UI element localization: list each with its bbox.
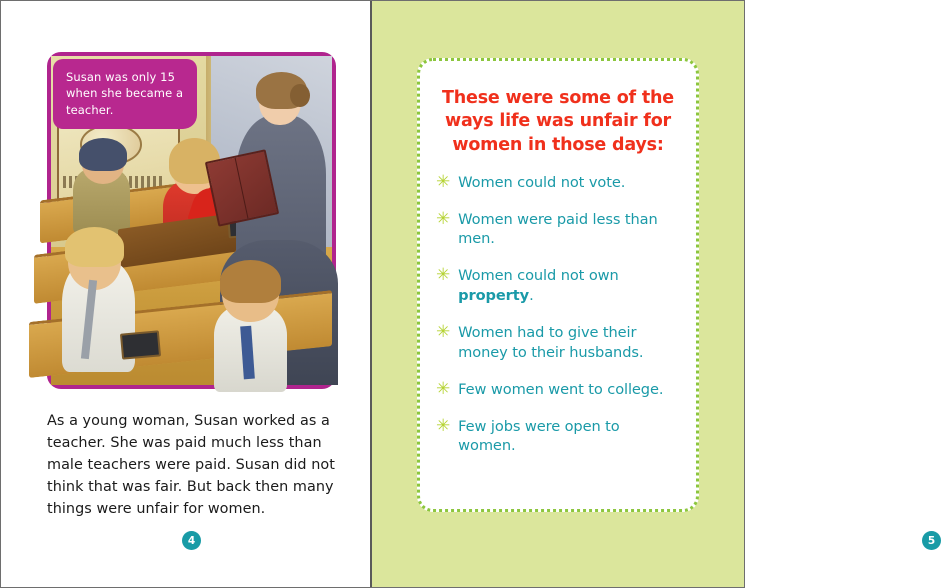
- asterisk-bullet-icon: ✳: [436, 322, 451, 343]
- facts-card: [417, 58, 699, 512]
- fact-text: Women were paid less than men.: [458, 210, 658, 248]
- page-number-left: 4: [182, 531, 201, 550]
- fact-text: Women could not own property.: [458, 267, 619, 305]
- fact-list-item: [436, 323, 680, 363]
- fact-text: Women could not vote.: [458, 173, 626, 191]
- teacher-hair-bun: [290, 84, 310, 107]
- illustration-callout: Susan was only 15 when she became a teacher.: [53, 59, 197, 129]
- asterisk-bullet-icon: ✳: [436, 265, 451, 286]
- fact-emphasis-term: property: [458, 287, 530, 305]
- fact-text: Few women went to college.: [458, 380, 664, 398]
- right-page: [372, 1, 936, 587]
- fact-list-item: [436, 380, 680, 400]
- slate-board-lower: [120, 331, 161, 361]
- student-back-hair: [79, 138, 127, 171]
- fact-text: Women had to give their money to their husbands.: [458, 324, 644, 361]
- student-left-hair: [65, 227, 124, 266]
- page-number-right: 5: [922, 531, 941, 550]
- fact-list-item: [436, 266, 680, 306]
- asterisk-bullet-icon: ✳: [436, 378, 451, 399]
- asterisk-bullet-icon: ✳: [436, 208, 451, 229]
- fact-list-item: [436, 417, 680, 457]
- student-right-hair: [220, 260, 282, 303]
- facts-list: [436, 173, 680, 456]
- asterisk-bullet-icon: ✳: [436, 415, 451, 436]
- fact-list-item: [436, 210, 680, 250]
- asterisk-bullet-icon: ✳: [436, 171, 451, 192]
- left-page-body-text: As a young woman, Susan worked as a teacher. She was paid much less than male teachers were paid. Susan did not think that was fair. But back then many things were unfair for women.: [47, 413, 335, 517]
- book-spine: [235, 157, 250, 218]
- left-page: [1, 1, 372, 587]
- fact-list-item: [436, 173, 680, 193]
- facts-card-heading: These were some of the ways life was unfair for women in those days:: [442, 88, 674, 155]
- fact-text: Few jobs were open to women.: [458, 417, 620, 455]
